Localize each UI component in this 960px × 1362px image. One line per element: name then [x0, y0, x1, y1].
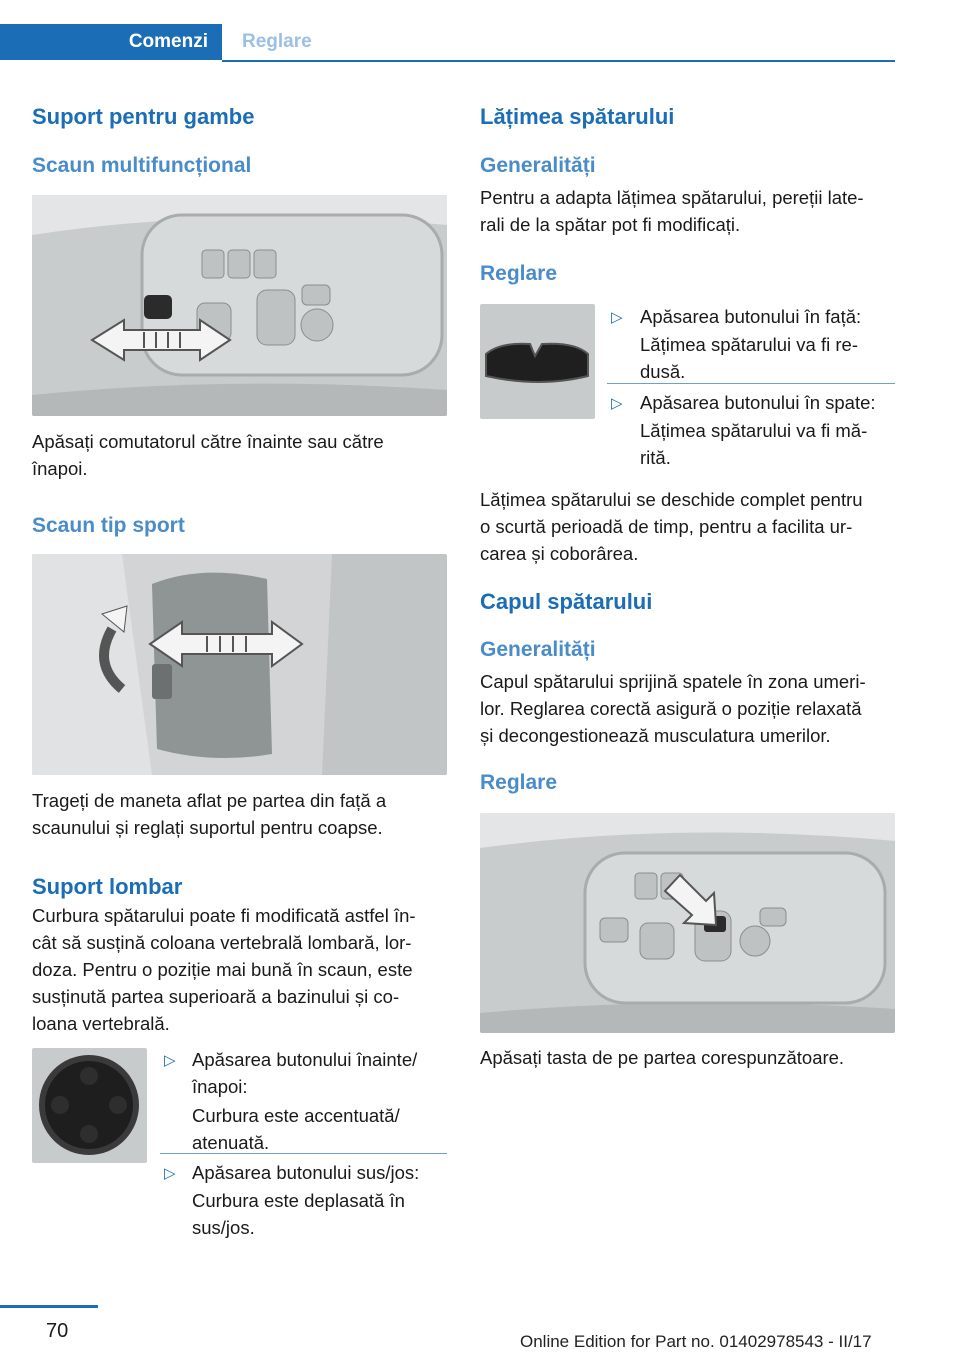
figure-multifunction-seat-switch	[32, 195, 447, 416]
bullet-triangle-icon: ▷	[164, 1052, 176, 1069]
edition-note: Online Edition for Part no. 01402978543 - II/17	[520, 1332, 872, 1351]
heading-generalitati-2: Generalități	[480, 638, 596, 661]
heading-reglare-2: Reglare	[480, 771, 558, 794]
bullet-width-1-action: Apăsarea butonului în față:	[640, 306, 862, 327]
heading-scaun-sport: Scaun tip sport	[32, 514, 185, 537]
text-width-open: Lățimea spătarului se deschide complet pentru o scurtă perioadă de timp, pentru a facilita ur‐ carea și coborârea.	[480, 489, 863, 564]
bullet-triangle-icon: ▷	[164, 1165, 176, 1182]
heading-capul-spatarului: Capul spătarului	[480, 589, 653, 614]
bullet-width-2-result: Lățimea spătarului va fi mă‐ rită.	[640, 420, 868, 468]
figure-sport-seat-lever	[32, 554, 447, 775]
heading-generalitati-1: Generalități	[480, 154, 596, 177]
figure-lumbar-button	[32, 1048, 147, 1163]
bullet-width-1-result: Lățimea spătarului va fi re‐ dusă.	[640, 334, 858, 382]
text-head-general: Capul spătarului sprijină spatele în zona umeri‐ lor. Reglarea corectă asigură o poziție relaxată și decongestionează musculatura umerilor.	[480, 671, 866, 746]
bullet-triangle-icon: ▷	[611, 309, 623, 326]
bullet-lumbar-2-action: Apăsarea butonului sus/jos:	[192, 1162, 420, 1183]
bullet-divider	[160, 1153, 447, 1154]
figure-headrest-switch	[480, 813, 895, 1033]
bullet-lumbar-1-action: Apăsarea butonului înainte/ înapoi:	[192, 1049, 418, 1097]
text-width-general: Pentru a adapta lățimea spătarului, pereții late‐ rali de la spătar pot fi modificați.	[480, 187, 864, 235]
figure-width-button	[480, 304, 595, 419]
bullet-triangle-icon: ▷	[611, 395, 623, 412]
text-multifunction-instruction: Apăsați comutatorul către înainte sau către înapoi.	[32, 431, 384, 479]
heading-suport-gambe: Suport pentru gambe	[32, 104, 255, 129]
text-sport-instruction: Trageți de maneta aflat pe partea din față a scaunului și reglați suportul pentru coapse.	[32, 790, 387, 838]
bullet-divider	[607, 383, 895, 384]
tab-underline	[222, 60, 895, 62]
footer-rule	[0, 1305, 98, 1308]
bullet-lumbar-1-result: Curbura este accentuată/ atenuată.	[192, 1105, 400, 1153]
page-number: 70	[46, 1320, 69, 1342]
heading-latimea-spatarului: Lățimea spătarului	[480, 104, 675, 129]
text-headrest-instruction: Apăsați tasta de pe partea corespunzătoare.	[480, 1047, 845, 1068]
bullet-width-2-action: Apăsarea butonului în spate:	[640, 392, 876, 413]
heading-scaun-multifunctional: Scaun multifuncțional	[32, 154, 252, 177]
heading-reglare-1: Reglare	[480, 262, 558, 285]
text-lumbar-description: Curbura spătarului poate fi modificată astfel în‐ cât să susțină coloana vertebrală lombară, lor‐ doza. Pentru o poziție mai bună în scaun, este susținută partea superioară a bazinului și co‐ loana vertebrală.	[32, 905, 416, 1034]
tab-reglare[interactable]: Reglare	[242, 31, 312, 52]
heading-suport-lombar: Suport lombar	[32, 874, 183, 899]
header-tabs	[0, 24, 895, 62]
bullet-lumbar-2-result: Curbura este deplasată în sus/jos.	[192, 1190, 405, 1238]
tab-comenzi[interactable]: Comenzi	[0, 24, 222, 60]
